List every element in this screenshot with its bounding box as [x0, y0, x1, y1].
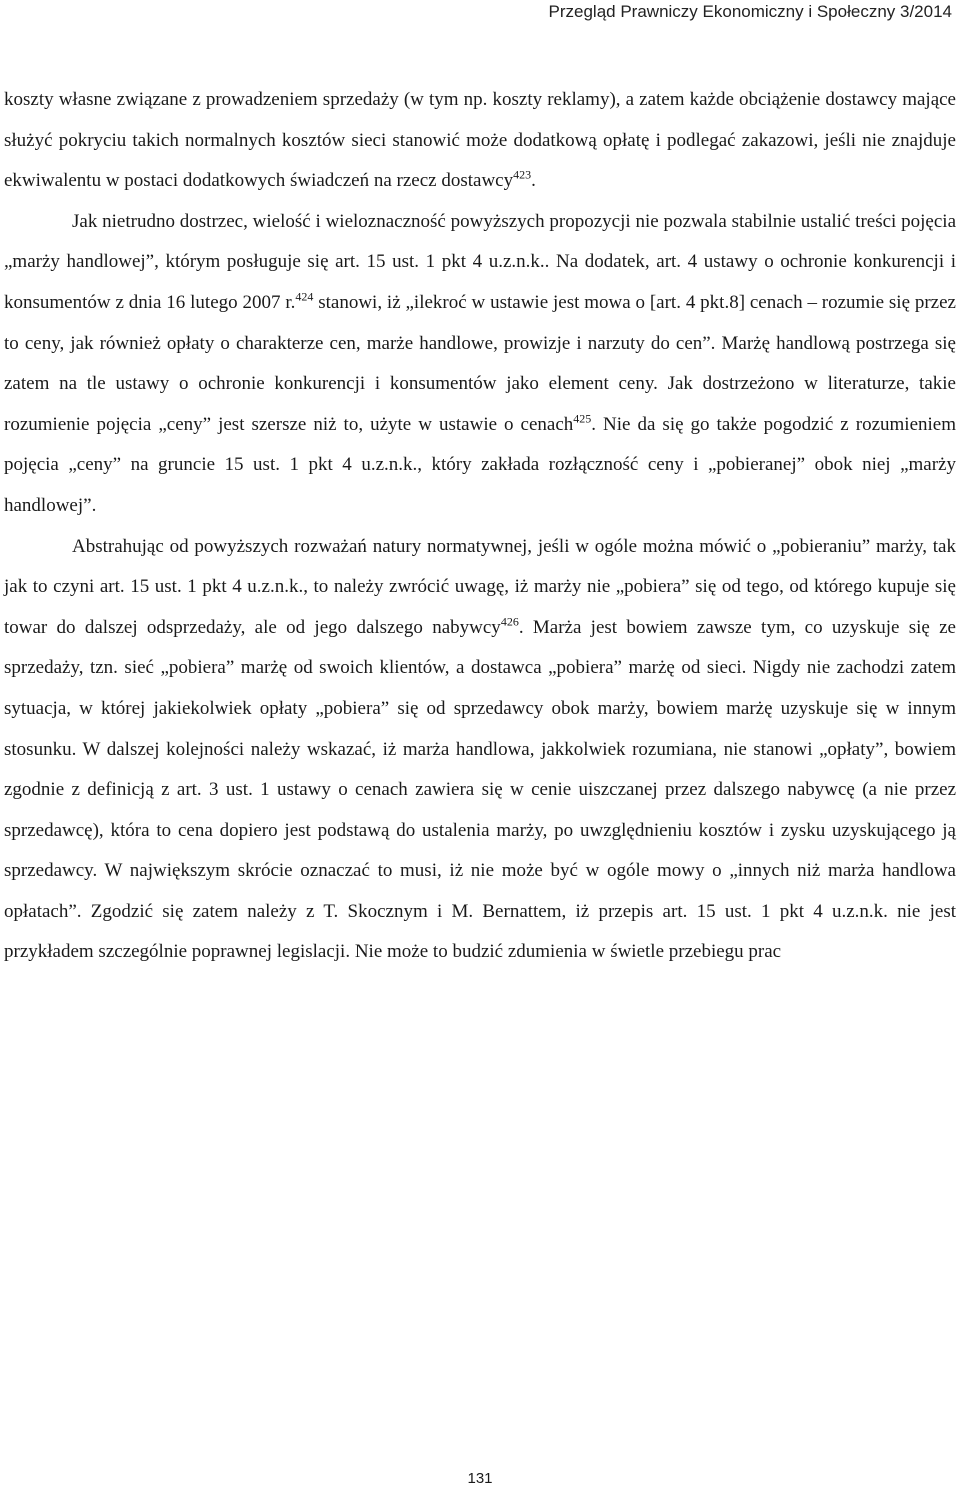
- footnote-ref[interactable]: 424: [295, 289, 314, 304]
- paragraph-text: Abstrahując od powyższych rozważań natury normatywnej, jeśli w ogóle można mówić o „pobieraniu” marży, tak jak to czyni art. 15 ust. 1 pkt 4 u.z.n.k., to należy zwrócić uwagę, iż marży nie „pobiera” się od tego, od którego kupuje się towar do dalszej odsprzedaży, ale od jego dalszego nabywcy: [4, 535, 956, 638]
- paragraph-text: Jak nietrudno dostrzec, wielość i wieloznaczność powyższych propozycji nie pozwala stabilnie ustalić treści pojęcia „marży handlowej”, którym posługuje się art. 15 ust. 1 pkt 4 u.z.n.k.. Na dodatek, art. 4 ustawy o ochronie konkurencji i konsumentów z dnia 16 lutego 2007 r.: [4, 210, 956, 313]
- page-number: 131: [467, 1470, 493, 1487]
- paragraph-text: stanowi, iż „ilekroć w ustawie jest mowa o [art. 4 pkt.8] cenach – rozumie się przez to ceny, jak również opłaty o charakterze cen, marże handlowe, prowizje i narzuty do cen”. Marżę handlową postrzega się zatem na tle ustawy o ochronie konkurencji i konsumentów jako element ceny. Jak dostrzeżono w literaturze, takie rozumienie pojęcia „ceny” jest szersze niż to, użyte w ustawie o cenach: [4, 291, 956, 435]
- main-text: [4, 80, 956, 973]
- paragraph-text: . Nie da się go także pogodzić z rozumieniem pojęcia „ceny” na gruncie 15 ust. 1 pkt 4 u.z.n.k., który zakłada rozłączność ceny i „pobieranej” obok niej „marży handlowej”.: [4, 413, 956, 516]
- footnote-ref[interactable]: 426: [500, 614, 519, 629]
- paragraph-text: . Marża jest bowiem zawsze tym, co uzyskuje się ze sprzedaży, tzn. sieć „pobiera” marżę od swoich klientów, a dostawca „pobiera” marżę od sieci. Nigdy nie zachodzi zatem sytuacja, w której jakiekolwiek opłaty „pobiera” się od sprzedawcy obok marży, bowiem marżę uzyskuje się w innym stosunku. W dalszej kolejności należy wskazać, iż marża handlowa, jakkolwiek rozumiana, nie stanowi „opłaty”, bowiem zgodnie z definicją z art. 3 ust. 1 ustawy o cenach zawiera się w cenie uiszczanej przez dalszego nabywcę (a nie przez sprzedawcę), która to cena dopiero jest podstawą do ustalenia marży, po uwzględnieniu kosztów i zysku uzyskującego ją sprzedawcy. W największym skrócie oznaczać to musi, iż nie może być w ogóle mowy o „innych niż marża handlowa opłatach”. Zgodzić się zatem należy z T. Skocznym i M. Bernattem, iż przepis art. 15 ust. 1 pkt 4 u.z.n.k. nie jest przykładem szczególnie poprawnej legislacji. Nie może to budzić zdumienia w świetle przebiegu prac: [4, 616, 956, 963]
- footnote-ref[interactable]: 425: [573, 411, 592, 426]
- footnote-ref[interactable]: 423: [513, 167, 532, 182]
- paragraph: [4, 80, 956, 202]
- paragraph: [4, 527, 956, 974]
- paragraph-text: koszty własne związane z prowadzeniem sprzedaży (w tym np. koszty reklamy), a zatem każde obciążenie dostawcy mające służyć pokryciu takich normalnych kosztów sieci stanowić może dodatkową opłatę i podlegać zakazowi, jeśli nie znajduje ekwiwalentu w postaci dodatkowych świadczeń na rzecz dostawcy: [4, 89, 956, 192]
- running-header: Przegląd Prawniczy Ekonomiczny i Społeczny 3/2014: [548, 2, 952, 21]
- paragraph: [4, 202, 956, 527]
- paragraph-text: .: [531, 170, 536, 192]
